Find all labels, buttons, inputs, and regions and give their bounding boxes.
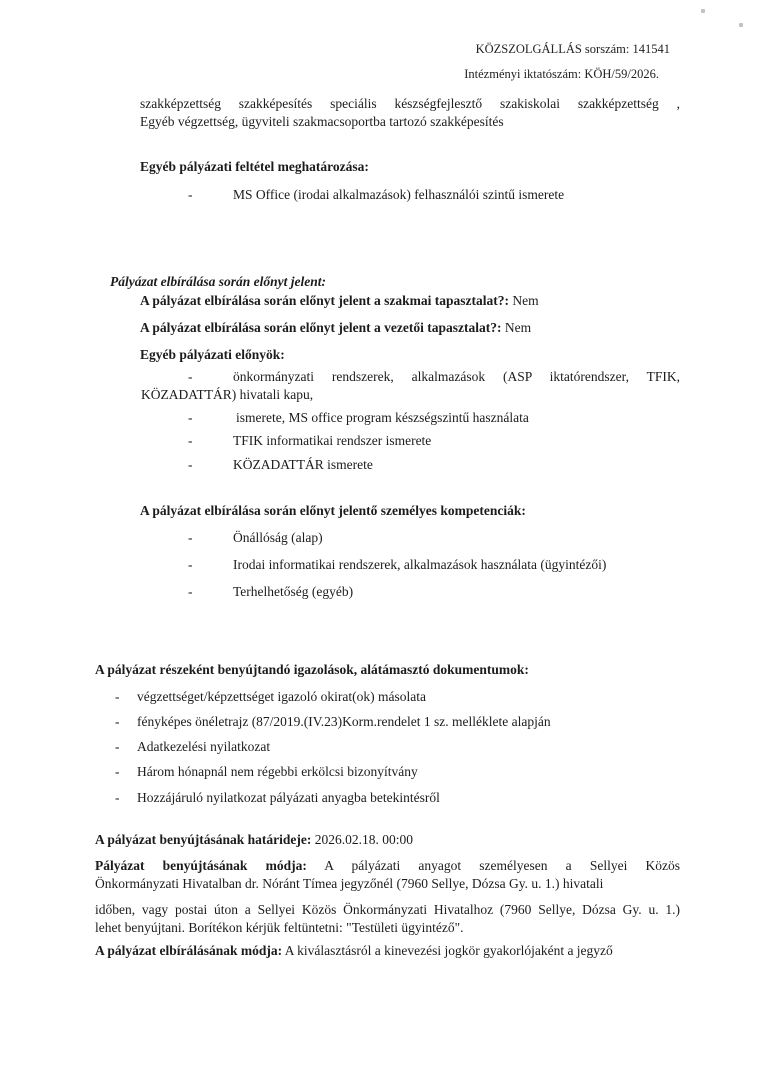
bullet-dash: - bbox=[115, 689, 120, 704]
advantages-bullet-3: TFIK informatikai rendszer ismerete bbox=[233, 433, 432, 448]
submission-line-4: lehet benyújtani. Borítékon kérjük feltüntetni: "Testületi ügyintéző". bbox=[95, 920, 464, 935]
bullet-dash: - bbox=[188, 584, 193, 599]
other-advantages-heading: Egyéb pályázati előnyök: bbox=[140, 347, 285, 362]
advantages-bullet-2: ismerete, MS office program készségszintű használata bbox=[236, 410, 529, 425]
evaluation-label: A pályázat elbírálásának módja: bbox=[95, 943, 283, 958]
documents-bullet-5: Hozzájáruló nyilatkozat pályázati anyagba betekintésről bbox=[137, 790, 440, 805]
bullet-dash: - bbox=[188, 433, 193, 448]
deadline-line bbox=[95, 831, 413, 849]
bullet-dash: - bbox=[188, 530, 193, 545]
advantage-professional-question: A pályázat elbírálása során előnyt jelent a szakmai tapasztalat?: bbox=[140, 293, 509, 308]
submission-line-1-rest: A pályázati anyagot személyesen a Sellyei Közös bbox=[324, 858, 680, 873]
bullet-dash: - bbox=[188, 457, 193, 472]
documents-bullet-4: Három hónapnál nem régebbi erkölcsi bizonyítvány bbox=[137, 764, 418, 779]
evaluation-line bbox=[95, 942, 613, 960]
advantage-professional-answer: Nem bbox=[512, 293, 539, 308]
scan-speck bbox=[701, 9, 705, 13]
competencies-bullet-2: Irodai informatikai rendszerek, alkalmazások használata (ügyintézői) bbox=[233, 557, 607, 572]
bullet-dash: - bbox=[115, 764, 120, 779]
documents-bullet-2: fényképes önéletrajz (87/2019.(IV.23)Korm.rendelet 1 sz. melléklete alapján bbox=[137, 714, 551, 729]
bullet-dash: - bbox=[188, 410, 193, 425]
advantages-bullet-1-line-2: KÖZADATTÁR) hivatali kapu, bbox=[141, 387, 314, 402]
submission-line-3: időben, vagy postai úton a Sellyei Közös Önkormányzati Hivatalhoz (7960 Sellye, Dózsa Gy. u. 1.) bbox=[95, 902, 680, 917]
documents-bullet-3: Adatkezelési nyilatkozat bbox=[137, 739, 271, 754]
other-condition-bullet: MS Office (irodai alkalmazások) felhasználói szintű ismerete bbox=[233, 187, 565, 202]
intro-paragraph-line-2: Egyéb végzettség, ügyviteli szakmacsoportba tartozó szakképesítés bbox=[140, 114, 504, 129]
bullet-dash: - bbox=[188, 187, 193, 202]
documents-heading: A pályázat részeként benyújtandó igazolások, alátámasztó dokumentumok: bbox=[95, 662, 529, 677]
advantages-bullet-4: KÖZADATTÁR ismerete bbox=[233, 457, 373, 472]
scan-speck bbox=[739, 23, 743, 27]
intro-paragraph-line-1: szakképzettség szakképesítés speciális készségfejlesztő szakiskolai szakképzettség , bbox=[140, 96, 680, 111]
other-condition-heading: Egyéb pályázati feltétel meghatározása: bbox=[140, 159, 369, 174]
advantages-bullet-1-line-1: önkormányzati rendszerek, alkalmazások (ASP iktatórendszer, TFIK, bbox=[233, 369, 680, 384]
advantage-leadership-line bbox=[140, 319, 531, 337]
bullet-dash: - bbox=[188, 557, 193, 572]
bullet-dash: - bbox=[188, 369, 193, 384]
submission-line-1 bbox=[95, 857, 680, 875]
bullet-dash: - bbox=[115, 790, 120, 805]
deadline-label: A pályázat benyújtásának határideje: bbox=[95, 832, 312, 847]
submission-line-2: Önkormányzati Hivatalban dr. Nóránt Tímea jegyzőnél (7960 Sellye, Dózsa Gy. u. 1.) hivatali bbox=[95, 876, 604, 891]
submission-label: Pályázat benyújtásának módja: bbox=[95, 858, 307, 873]
documents-bullet-1: végzettséget/képzettséget igazoló okirat(ok) másolata bbox=[137, 689, 427, 704]
competencies-bullet-3: Terhelhetőség (egyéb) bbox=[233, 584, 354, 599]
advantage-leadership-answer: Nem bbox=[504, 320, 532, 335]
bullet-dash: - bbox=[115, 739, 120, 754]
competencies-bullet-1: Önállóság (alap) bbox=[233, 530, 323, 545]
deadline-value: 2026.02.18. 00:00 bbox=[314, 832, 414, 847]
bullet-dash: - bbox=[115, 714, 120, 729]
advantages-heading: Pályázat elbírálása során előnyt jelent: bbox=[110, 274, 326, 289]
doc-registry-number: Intézményi iktatószám: KÖH/59/2026. bbox=[464, 67, 659, 81]
doc-serial-number: KÖZSZOLGÁLLÁS sorszám: 141541 bbox=[475, 42, 670, 56]
advantage-leadership-question: A pályázat elbírálása során előnyt jelent a vezetői tapasztalat?: bbox=[140, 320, 502, 335]
evaluation-rest: A kiválasztásról a kinevezési jogkör gyakorlójaként a jegyző bbox=[284, 943, 613, 958]
competencies-heading: A pályázat elbírálása során előnyt jelentő személyes kompetenciák: bbox=[140, 503, 526, 518]
advantage-professional-line bbox=[140, 292, 539, 310]
